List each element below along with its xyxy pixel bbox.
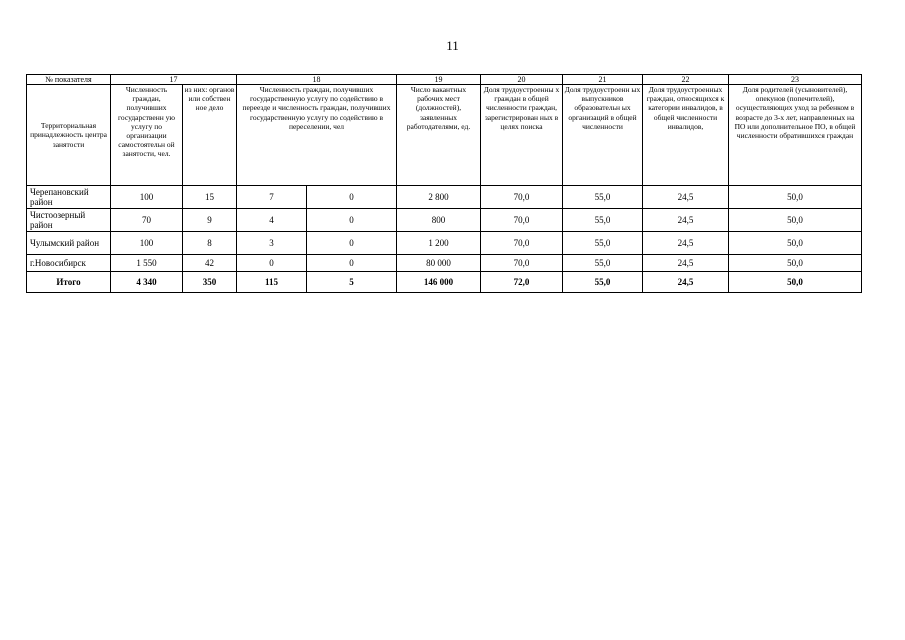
total-22: 24,5 [643,272,729,293]
cell-18b: 0 [307,209,397,232]
total-row [27,272,862,293]
cell-20: 70,0 [481,186,563,209]
total-18b: 5 [307,272,397,293]
total-18a: 115 [237,272,307,293]
column-number-19: 19 [397,75,481,85]
page-number: 11 [446,38,459,53]
cell-21: 55,0 [563,255,643,272]
cell-19: 80 000 [397,255,481,272]
total-19: 146 000 [397,272,481,293]
column-number-23: 23 [729,75,862,85]
cell-21: 55,0 [563,209,643,232]
row-name: Чистоозерный район [27,209,111,232]
cell-23: 50,0 [729,255,862,272]
cell-19: 2 800 [397,186,481,209]
column-number-17: 17 [111,75,237,85]
cell-20: 70,0 [481,209,563,232]
cell-17b: 42 [183,255,237,272]
header-22: Доля трудоустроенных граждан, относящихся к категории инвалидов, в общей численности инвалидов, [643,85,729,186]
column-number-18: 18 [237,75,397,85]
header-23: Доля родителей (усыновителей), опекунов (попечителей), осуществляющих уход за ребенком в возрасте до 3-х лет, направленных на ПО или дополнительное ПО, в общей численности обратившихся граждан [729,85,862,186]
column-number-20: 20 [481,75,563,85]
cell-20: 70,0 [481,255,563,272]
header-17b: из них: органов или собствен ное дело [183,85,237,186]
territory-header: Территориальная принадлежность центра занятости [27,85,111,186]
cell-18b: 0 [307,232,397,255]
cell-19: 1 200 [397,232,481,255]
table-row [27,186,862,209]
header-21: Доля трудоустроенн ых выпускников образовательн ых организаций в общей численности [563,85,643,186]
cell-23: 50,0 [729,209,862,232]
cell-21: 55,0 [563,232,643,255]
cell-23: 50,0 [729,232,862,255]
cell-18a: 4 [237,209,307,232]
row-name: г.Новосибирск [27,255,111,272]
header-20: Доля трудоустроенны х граждан в общей численности граждан, зарегистрирован ных в целях поиска [481,85,563,186]
indicators-table [26,74,862,293]
row-name: Черепановский район [27,186,111,209]
table-row [27,209,862,232]
cell-18a: 0 [237,255,307,272]
cell-17a: 1 550 [111,255,183,272]
cell-23: 50,0 [729,186,862,209]
cell-17a: 100 [111,186,183,209]
cell-22: 24,5 [643,209,729,232]
cell-22: 24,5 [643,255,729,272]
total-17a: 4 340 [111,272,183,293]
indicator-number-row [27,75,862,85]
cell-17a: 100 [111,232,183,255]
cell-21: 55,0 [563,186,643,209]
header-19: Число вакантных рабочих мест (должностей), заявленных работодателями, ед. [397,85,481,186]
total-17b: 350 [183,272,237,293]
cell-18b: 0 [307,255,397,272]
column-number-22: 22 [643,75,729,85]
cell-17b: 9 [183,209,237,232]
total-label: Итого [27,272,111,293]
header-18: Численность граждан, получивших государственную услугу по содействию в переезде и численность граждан, получивших государственную услугу по содействию в переселении, чел [237,85,397,186]
indicator-label: № показателя [27,75,111,85]
column-number-21: 21 [563,75,643,85]
cell-22: 24,5 [643,232,729,255]
cell-18a: 7 [237,186,307,209]
cell-17a: 70 [111,209,183,232]
total-21: 55,0 [563,272,643,293]
total-20: 72,0 [481,272,563,293]
cell-18a: 3 [237,232,307,255]
cell-19: 800 [397,209,481,232]
cell-22: 24,5 [643,186,729,209]
table-row [27,255,862,272]
cell-20: 70,0 [481,232,563,255]
total-23: 50,0 [729,272,862,293]
cell-17b: 15 [183,186,237,209]
cell-18b: 0 [307,186,397,209]
cell-17b: 8 [183,232,237,255]
row-name: Чулымский район [27,232,111,255]
table-row [27,232,862,255]
header-17a: Численность граждан, получивших государственн ую услугу по организации самостоятельн ой занятости, чел. [111,85,183,186]
header-row [27,85,862,186]
